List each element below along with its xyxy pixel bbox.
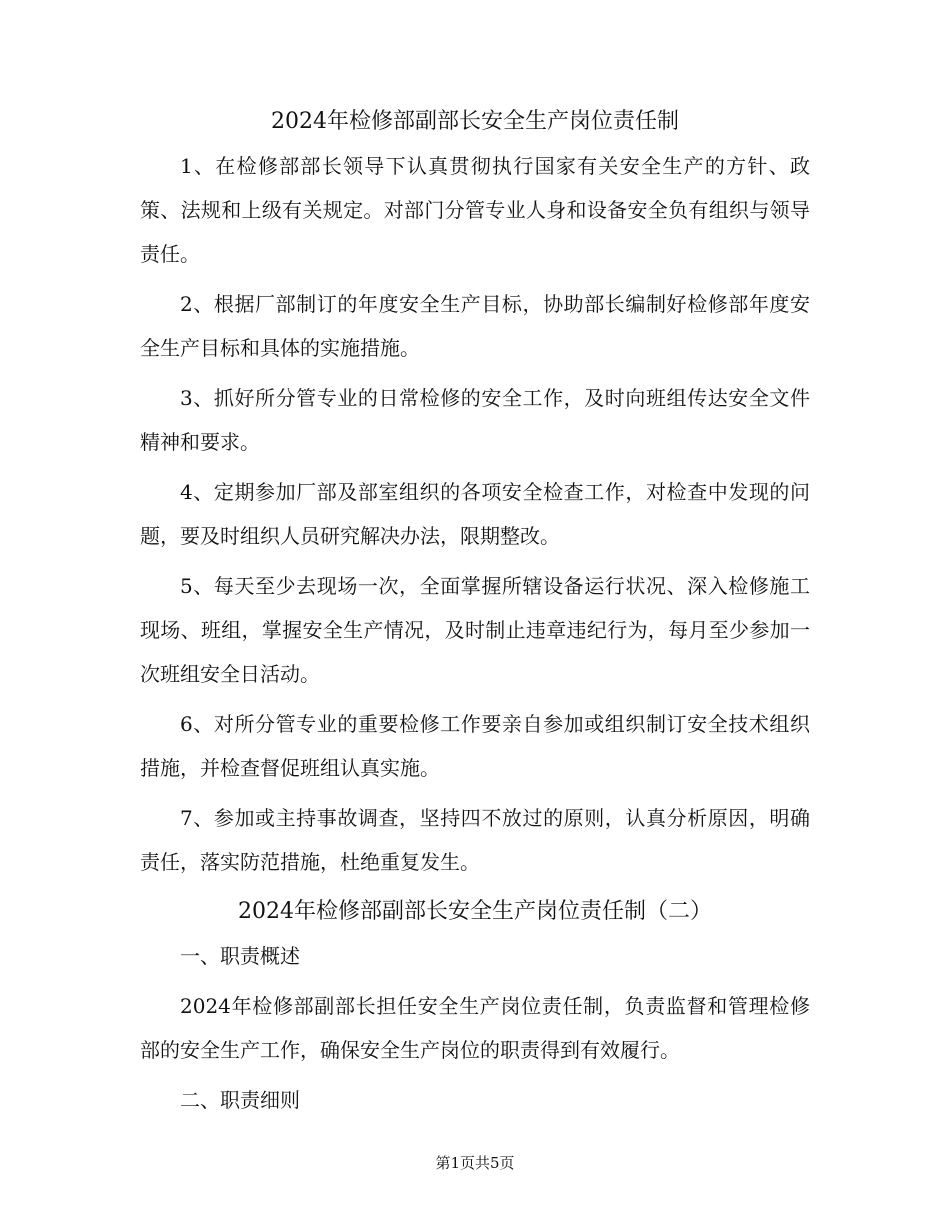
duty-item-3: 3、抓好所分管专业的日常检修的安全工作，及时向班组传达安全文件精神和要求。 xyxy=(140,386,810,454)
page-number: 第1页共5页 xyxy=(435,1154,515,1172)
document-body xyxy=(140,100,810,1128)
duty-item-5: 5、每天至少去现场一次，全面掌握所辖设备运行状况、深入检修施工现场、班组，掌握安全生产情况，及时制止违章违纪行为，每月至少参加一次班组安全日活动。 xyxy=(140,574,810,686)
section-heading-details: 二、职责细则 xyxy=(180,1088,300,1112)
section-title-2: 2024年检修部副部长安全生产岗位责任制（二） xyxy=(238,899,712,924)
overview-paragraph: 2024年检修部副部长担任安全生产岗位责任制，负责监督和管理检修部的安全生产工作，确保安全生产岗位的职责得到有效履行。 xyxy=(140,994,810,1062)
section-heading-overview: 一、职责概述 xyxy=(180,944,300,968)
duty-item-2: 2、根据厂部制订的年度安全生产目标，协助部长编制好检修部年度安全生产目标和具体的实施措施。 xyxy=(140,292,810,360)
document-title: 2024年检修部副部长安全生产岗位责任制 xyxy=(271,109,679,134)
duty-item-6: 6、对所分管专业的重要检修工作要亲自参加或组织制订安全技术组织措施，并检查督促班组认真实施。 xyxy=(140,712,810,780)
duty-item-1: 1、在检修部部长领导下认真贯彻执行国家有关安全生产的方针、政策、法规和上级有关规定。对部门分管专业人身和设备安全负有组织与领导责任。 xyxy=(140,154,810,266)
duty-item-4: 4、定期参加厂部及部室组织的各项安全检查工作，对检查中发现的问题，要及时组织人员研究解决办法，限期整改。 xyxy=(140,480,810,548)
duty-item-7: 7、参加或主持事故调查，坚持四不放过的原则，认真分析原因，明确责任，落实防范措施，杜绝重复发生。 xyxy=(140,806,810,874)
